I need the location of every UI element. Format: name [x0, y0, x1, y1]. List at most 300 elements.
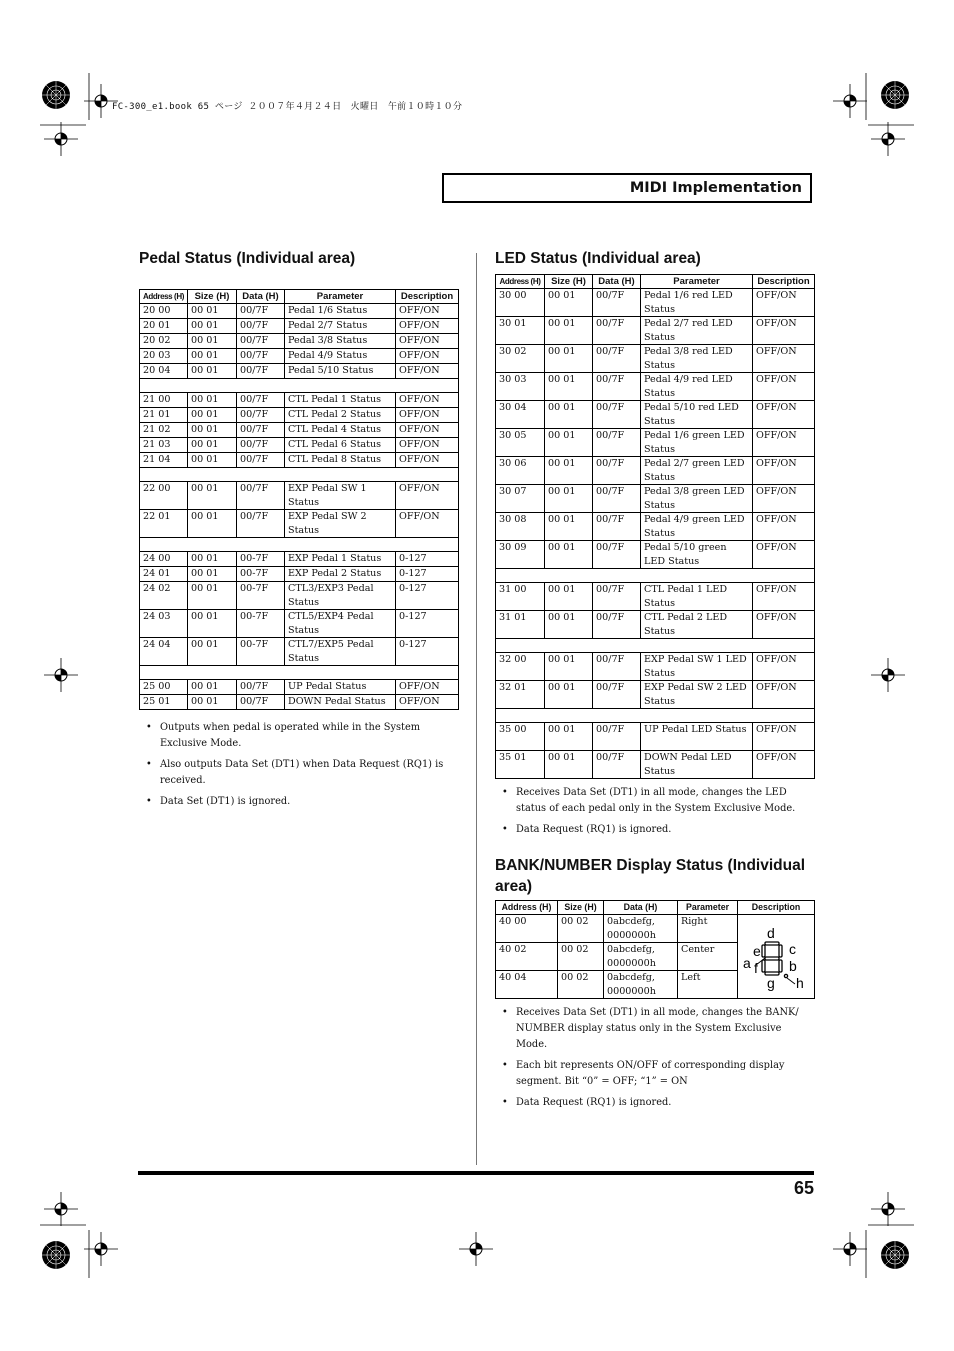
- cell-size: 00 01: [545, 611, 593, 639]
- spacer-row: [140, 538, 459, 552]
- cell-data: 00/7F: [593, 653, 641, 681]
- cell-description: OFF/ON: [753, 611, 815, 639]
- segment-e-shape: [762, 945, 765, 957]
- cell-size: 00 01: [545, 317, 593, 345]
- spacer-cell: [396, 379, 459, 393]
- cell-description: OFF/ON: [396, 393, 459, 408]
- cell-address: 24 01: [140, 567, 188, 582]
- cell-size: 00 01: [545, 485, 593, 513]
- note-item: • Receives Data Set (DT1) in all mode, changes the BANK/ NUMBER display status only in the System Exclusive Mode.: [495, 1005, 813, 1053]
- cell-description: OFF/ON: [396, 453, 459, 468]
- cell-address: 25 00: [140, 680, 188, 695]
- crosshair-mark: [44, 1192, 78, 1226]
- print-info: FC-300_e1.book 65 ページ ２００７年４月２４日 火曜日 午前１０時１０分: [112, 102, 463, 112]
- crosshair-mark: [833, 84, 867, 118]
- cell-address: 24 02: [140, 582, 188, 610]
- cell-description: OFF/ON: [396, 364, 459, 379]
- cell-data: 00-7F: [237, 552, 285, 567]
- cell-address: 30 03: [496, 373, 545, 401]
- led-status-notes: [495, 785, 813, 838]
- cell-parameter: Pedal 2/7 Status: [285, 319, 396, 334]
- cell-description: OFF/ON: [753, 583, 815, 611]
- note-item: • Each bit represents ON/OFF of corresponding display segment. Bit “0” = OFF; “1” = ON: [495, 1058, 813, 1090]
- table-row: [140, 319, 459, 334]
- table-header-row: [496, 901, 815, 915]
- spacer-cell: [593, 569, 641, 583]
- cell-description: 0-127: [396, 610, 459, 638]
- spacer-cell: [140, 538, 188, 552]
- spacer-cell: [140, 468, 188, 482]
- crosshair-mark: [459, 1232, 493, 1266]
- table-row: [140, 695, 459, 710]
- col-address: Address (H): [496, 901, 558, 915]
- table-header-row: [140, 290, 459, 304]
- spacer-cell: [285, 538, 396, 552]
- cell-address: 30 04: [496, 401, 545, 429]
- crosshair-mark: [871, 122, 905, 156]
- cell-data: 00/7F: [237, 695, 285, 710]
- cell-address: 22 01: [140, 510, 188, 538]
- cell-data: 0abcdefg, 0000000h: [604, 943, 678, 971]
- spacer-cell: [285, 379, 396, 393]
- cell-parameter: CTL Pedal 6 Status: [285, 438, 396, 453]
- table-row: [496, 583, 815, 611]
- cell-address: 30 07: [496, 485, 545, 513]
- cell-description: OFF/ON: [753, 723, 815, 751]
- cell-address: 20 00: [140, 304, 188, 319]
- table-row: [496, 513, 815, 541]
- cell-data: 00/7F: [237, 408, 285, 423]
- spacer-cell: [545, 709, 593, 723]
- cell-data: 00/7F: [593, 373, 641, 401]
- sun-mark: [42, 81, 70, 109]
- cell-address: 25 01: [140, 695, 188, 710]
- cell-address: 24 04: [140, 638, 188, 666]
- table-row: [496, 289, 815, 317]
- cell-data: 00/7F: [237, 482, 285, 510]
- cell-size: 00 01: [545, 583, 593, 611]
- segment-label: h: [796, 974, 804, 991]
- segment-label: f: [754, 959, 758, 976]
- spacer-cell: [753, 569, 815, 583]
- cell-size: 00 02: [558, 971, 604, 999]
- cell-data: 00/7F: [593, 401, 641, 429]
- cell-size: 00 01: [188, 453, 237, 468]
- crosshair-mark: [833, 1232, 867, 1266]
- cell-size: 00 01: [545, 653, 593, 681]
- table-row: [496, 373, 815, 401]
- cell-address: 21 04: [140, 453, 188, 468]
- table-row: [496, 345, 815, 373]
- footer-rule: [138, 1171, 814, 1175]
- cell-parameter: UP Pedal LED Status: [641, 723, 753, 751]
- cell-size: 00 01: [188, 482, 237, 510]
- cell-parameter: EXP Pedal SW 1 Status: [285, 482, 396, 510]
- page-number: 65: [793, 1178, 814, 1198]
- spacer-cell: [188, 538, 237, 552]
- cell-parameter: Pedal 3/8 green LED Status: [641, 485, 753, 513]
- cell-parameter: Right: [678, 915, 738, 943]
- cell-size: 00 01: [545, 541, 593, 569]
- section-header: MIDI Implementation: [442, 173, 812, 203]
- segment-d-shape: [765, 942, 779, 945]
- table-row: [140, 638, 459, 666]
- cell-address: 30 01: [496, 317, 545, 345]
- cell-size: 00 02: [558, 915, 604, 943]
- col-data: Data (H): [237, 290, 285, 304]
- cell-address: 31 01: [496, 611, 545, 639]
- cell-size: 00 01: [188, 610, 237, 638]
- cell-data: 00-7F: [237, 582, 285, 610]
- table-row: [140, 364, 459, 379]
- cell-data: 00/7F: [593, 681, 641, 709]
- segment-b-shape: [779, 960, 782, 972]
- cell-description: 0-127: [396, 582, 459, 610]
- cell-address: 24 00: [140, 552, 188, 567]
- cell-parameter: Pedal 4/9 Status: [285, 349, 396, 364]
- table-row: [496, 681, 815, 709]
- cell-address: 24 03: [140, 610, 188, 638]
- spacer-cell: [285, 666, 396, 680]
- cell-description: OFF/ON: [396, 695, 459, 710]
- table-row: [140, 567, 459, 582]
- cell-description: OFF/ON: [753, 457, 815, 485]
- col-description: Description: [396, 290, 459, 304]
- cell-data: 00/7F: [237, 453, 285, 468]
- cell-parameter: Pedal 2/7 red LED Status: [641, 317, 753, 345]
- segment-c-shape: [779, 945, 782, 957]
- crosshair-mark: [44, 658, 78, 692]
- column-divider: [476, 253, 477, 1165]
- cell-size: 00 01: [188, 582, 237, 610]
- cell-address: 21 03: [140, 438, 188, 453]
- bank-number-section: [495, 855, 815, 1116]
- cell-description: OFF/ON: [753, 429, 815, 457]
- cell-parameter: CTL3/EXP3 Pedal Status: [285, 582, 396, 610]
- cell-parameter: Center: [678, 943, 738, 971]
- cell-size: 00 01: [545, 373, 593, 401]
- cell-address: 21 00: [140, 393, 188, 408]
- cell-address: 30 00: [496, 289, 545, 317]
- cell-address: 31 00: [496, 583, 545, 611]
- cell-size: 00 01: [545, 723, 593, 751]
- cell-size: 00 01: [188, 423, 237, 438]
- table-row: [140, 582, 459, 610]
- cell-address: 20 04: [140, 364, 188, 379]
- cell-parameter: Pedal 1/6 green LED Status: [641, 429, 753, 457]
- cell-address: 30 02: [496, 345, 545, 373]
- table-header-row: [496, 275, 815, 289]
- cell-parameter: UP Pedal Status: [285, 680, 396, 695]
- crosshair-mark: [44, 122, 78, 156]
- segment-f-shape: [762, 960, 765, 972]
- cell-data: 00/7F: [593, 611, 641, 639]
- cell-description: OFF/ON: [753, 401, 815, 429]
- cell-description: OFF/ON: [396, 438, 459, 453]
- bank-number-table: [495, 900, 815, 999]
- cell-description: OFF/ON: [753, 653, 815, 681]
- cell-data: 00/7F: [593, 723, 641, 751]
- table-row: [496, 485, 815, 513]
- pedal-status-section: [139, 250, 459, 815]
- cell-data: 00/7F: [237, 334, 285, 349]
- cell-size: 00 01: [188, 334, 237, 349]
- crosshair-mark: [871, 658, 905, 692]
- cell-size: 00 02: [558, 943, 604, 971]
- cell-description: OFF/ON: [753, 681, 815, 709]
- spacer-cell: [188, 379, 237, 393]
- segment-label: d: [767, 924, 775, 941]
- spacer-row: [140, 468, 459, 482]
- cell-size: 00 01: [545, 513, 593, 541]
- cell-size: 00 01: [545, 401, 593, 429]
- spacer-row: [140, 379, 459, 393]
- bank-number-heading: BANK/NUMBER Display Status (Individual area): [495, 857, 806, 895]
- led-status-section: [495, 250, 815, 843]
- cell-data: 00/7F: [237, 319, 285, 334]
- cell-parameter: CTL7/EXP5 Pedal Status: [285, 638, 396, 666]
- cell-parameter: DOWN Pedal LED Status: [641, 751, 753, 779]
- cell-data: 00/7F: [593, 317, 641, 345]
- spacer-cell: [285, 468, 396, 482]
- table-row: [496, 429, 815, 457]
- cell-parameter: CTL Pedal 1 LED Status: [641, 583, 753, 611]
- cell-parameter: EXP Pedal 1 Status: [285, 552, 396, 567]
- cell-data: 00/7F: [237, 438, 285, 453]
- table-row: [496, 317, 815, 345]
- cell-address: 40 02: [496, 943, 558, 971]
- col-parameter: Parameter: [678, 901, 738, 915]
- segment-a-shape: [765, 957, 779, 960]
- cell-data: 00-7F: [237, 638, 285, 666]
- cell-parameter: EXP Pedal 2 Status: [285, 567, 396, 582]
- table-row: [140, 408, 459, 423]
- cell-parameter: Pedal 3/8 Status: [285, 334, 396, 349]
- col-address: Address (H): [496, 275, 545, 289]
- table-row: [140, 510, 459, 538]
- spacer-cell: [593, 639, 641, 653]
- cell-address: 35 00: [496, 723, 545, 751]
- cell-size: 00 01: [188, 349, 237, 364]
- note-item: • Also outputs Data Set (DT1) when Data Request (RQ1) is received.: [139, 757, 457, 789]
- cell-data: 00/7F: [237, 304, 285, 319]
- cell-parameter: Left: [678, 971, 738, 999]
- note-item: • Data Request (RQ1) is ignored.: [495, 822, 813, 838]
- segment-diagram-cell: [738, 915, 815, 999]
- cell-address: 40 04: [496, 971, 558, 999]
- pedal-status-notes: [139, 720, 457, 810]
- cell-data: 00/7F: [593, 289, 641, 317]
- table-row: [496, 751, 815, 779]
- spacer-cell: [545, 569, 593, 583]
- segment-label: g: [767, 974, 775, 991]
- cell-description: 0-127: [396, 552, 459, 567]
- spacer-cell: [641, 709, 753, 723]
- col-size: Size (H): [545, 275, 593, 289]
- cell-parameter: CTL Pedal 4 Status: [285, 423, 396, 438]
- col-description: Description: [753, 275, 815, 289]
- note-item: • Data Request (RQ1) is ignored.: [495, 1095, 813, 1111]
- table-row: [496, 611, 815, 639]
- cell-parameter: Pedal 5/10 red LED Status: [641, 401, 753, 429]
- segment-label: b: [789, 957, 797, 974]
- spacer-row: [140, 666, 459, 680]
- spacer-cell: [237, 379, 285, 393]
- spacer-cell: [496, 709, 545, 723]
- spacer-cell: [396, 538, 459, 552]
- cell-address: 35 01: [496, 751, 545, 779]
- table-row: [140, 552, 459, 567]
- cell-size: 00 01: [545, 429, 593, 457]
- cell-description: OFF/ON: [396, 680, 459, 695]
- cell-parameter: Pedal 1/6 red LED Status: [641, 289, 753, 317]
- note-item: • Outputs when pedal is operated while in the System Exclusive Mode.: [139, 720, 457, 752]
- cell-address: 32 01: [496, 681, 545, 709]
- segment-label: a: [743, 954, 751, 971]
- sun-mark: [881, 1241, 909, 1269]
- cell-parameter: CTL Pedal 8 Status: [285, 453, 396, 468]
- seven-segment-diagram: [738, 918, 814, 996]
- cell-description: OFF/ON: [396, 423, 459, 438]
- cell-address: 21 02: [140, 423, 188, 438]
- cell-data: 00/7F: [593, 429, 641, 457]
- cell-description: OFF/ON: [753, 289, 815, 317]
- cell-description: OFF/ON: [753, 345, 815, 373]
- table-row: [496, 653, 815, 681]
- cell-data: 00/7F: [237, 423, 285, 438]
- cell-data: 00/7F: [593, 345, 641, 373]
- cell-parameter: EXP Pedal SW 2 LED Status: [641, 681, 753, 709]
- cell-parameter: CTL Pedal 2 Status: [285, 408, 396, 423]
- col-parameter: Parameter: [285, 290, 396, 304]
- spacer-cell: [396, 468, 459, 482]
- table-row: [496, 401, 815, 429]
- cell-address: 22 00: [140, 482, 188, 510]
- pedal-status-table: [139, 289, 459, 710]
- cell-description: OFF/ON: [753, 373, 815, 401]
- cell-data: 00/7F: [593, 583, 641, 611]
- cell-address: 30 05: [496, 429, 545, 457]
- spacer-row: [496, 569, 815, 583]
- spacer-cell: [545, 639, 593, 653]
- cell-size: 00 01: [545, 345, 593, 373]
- spacer-cell: [753, 709, 815, 723]
- col-parameter: Parameter: [641, 275, 753, 289]
- table-row: [140, 304, 459, 319]
- cell-address: 30 08: [496, 513, 545, 541]
- cell-data: 00/7F: [593, 513, 641, 541]
- cell-data: 00/7F: [593, 751, 641, 779]
- spacer-cell: [237, 468, 285, 482]
- spacer-cell: [396, 666, 459, 680]
- cell-description: OFF/ON: [753, 317, 815, 345]
- table-row: [140, 393, 459, 408]
- segment-h-shape: [784, 974, 787, 977]
- crosshair-mark: [871, 1192, 905, 1226]
- spacer-cell: [593, 709, 641, 723]
- cell-size: 00 01: [188, 638, 237, 666]
- cell-description: 0-127: [396, 567, 459, 582]
- led-status-table: [495, 274, 815, 779]
- cell-size: 00 01: [188, 364, 237, 379]
- col-size: Size (H): [188, 290, 237, 304]
- table-row: [496, 723, 815, 751]
- cell-size: 00 01: [188, 393, 237, 408]
- cell-size: 00 01: [188, 695, 237, 710]
- col-description: Description: [738, 901, 815, 915]
- cell-data: 00/7F: [237, 393, 285, 408]
- table-row: [140, 334, 459, 349]
- spacer-cell: [237, 538, 285, 552]
- cell-parameter: DOWN Pedal Status: [285, 695, 396, 710]
- segment-label: e: [753, 942, 761, 959]
- cell-parameter: CTL5/EXP4 Pedal Status: [285, 610, 396, 638]
- cell-data: 0abcdefg, 0000000h: [604, 971, 678, 999]
- cell-size: 00 01: [188, 680, 237, 695]
- table-row: [140, 349, 459, 364]
- cell-data: 00/7F: [237, 680, 285, 695]
- cell-size: 00 01: [188, 408, 237, 423]
- cell-parameter: CTL Pedal 2 LED Status: [641, 611, 753, 639]
- table-row: [496, 541, 815, 569]
- table-row: [496, 457, 815, 485]
- cell-description: OFF/ON: [396, 319, 459, 334]
- cell-parameter: Pedal 3/8 red LED Status: [641, 345, 753, 373]
- cell-size: 00 01: [188, 304, 237, 319]
- col-data: Data (H): [593, 275, 641, 289]
- cell-address: 20 02: [140, 334, 188, 349]
- cell-data: 00/7F: [237, 349, 285, 364]
- cell-size: 00 01: [545, 289, 593, 317]
- table-row: [140, 610, 459, 638]
- spacer-cell: [140, 666, 188, 680]
- spacer-cell: [188, 468, 237, 482]
- spacer-cell: [496, 639, 545, 653]
- cell-address: 32 00: [496, 653, 545, 681]
- cell-address: 30 06: [496, 457, 545, 485]
- bank-number-notes: [495, 1005, 813, 1111]
- note-item: • Receives Data Set (DT1) in all mode, changes the LED status of each pedal only in the System Exclusive Mode.: [495, 785, 813, 817]
- pedal-status-heading: Pedal Status (Individual area): [139, 250, 356, 267]
- cell-size: 00 01: [545, 457, 593, 485]
- cell-description: OFF/ON: [396, 304, 459, 319]
- cell-description: OFF/ON: [396, 334, 459, 349]
- cell-data: 0abcdefg, 0000000h: [604, 915, 678, 943]
- cell-size: 00 01: [188, 510, 237, 538]
- cell-size: 00 01: [188, 319, 237, 334]
- spacer-row: [496, 639, 815, 653]
- cell-description: OFF/ON: [396, 349, 459, 364]
- table-row: [140, 482, 459, 510]
- spacer-row: [496, 709, 815, 723]
- cell-parameter: Pedal 2/7 green LED Status: [641, 457, 753, 485]
- cell-parameter: EXP Pedal SW 1 LED Status: [641, 653, 753, 681]
- cell-address: 40 00: [496, 915, 558, 943]
- cell-address: 20 03: [140, 349, 188, 364]
- cell-size: 00 01: [188, 438, 237, 453]
- cell-data: 00/7F: [593, 541, 641, 569]
- cell-description: OFF/ON: [753, 485, 815, 513]
- cell-data: 00-7F: [237, 567, 285, 582]
- cell-parameter: Pedal 1/6 Status: [285, 304, 396, 319]
- led-status-heading: LED Status (Individual area): [495, 250, 701, 267]
- cell-description: OFF/ON: [753, 541, 815, 569]
- spacer-cell: [188, 666, 237, 680]
- cell-parameter: CTL Pedal 1 Status: [285, 393, 396, 408]
- spacer-cell: [641, 639, 753, 653]
- col-size: Size (H): [558, 901, 604, 915]
- table-row: [496, 915, 815, 943]
